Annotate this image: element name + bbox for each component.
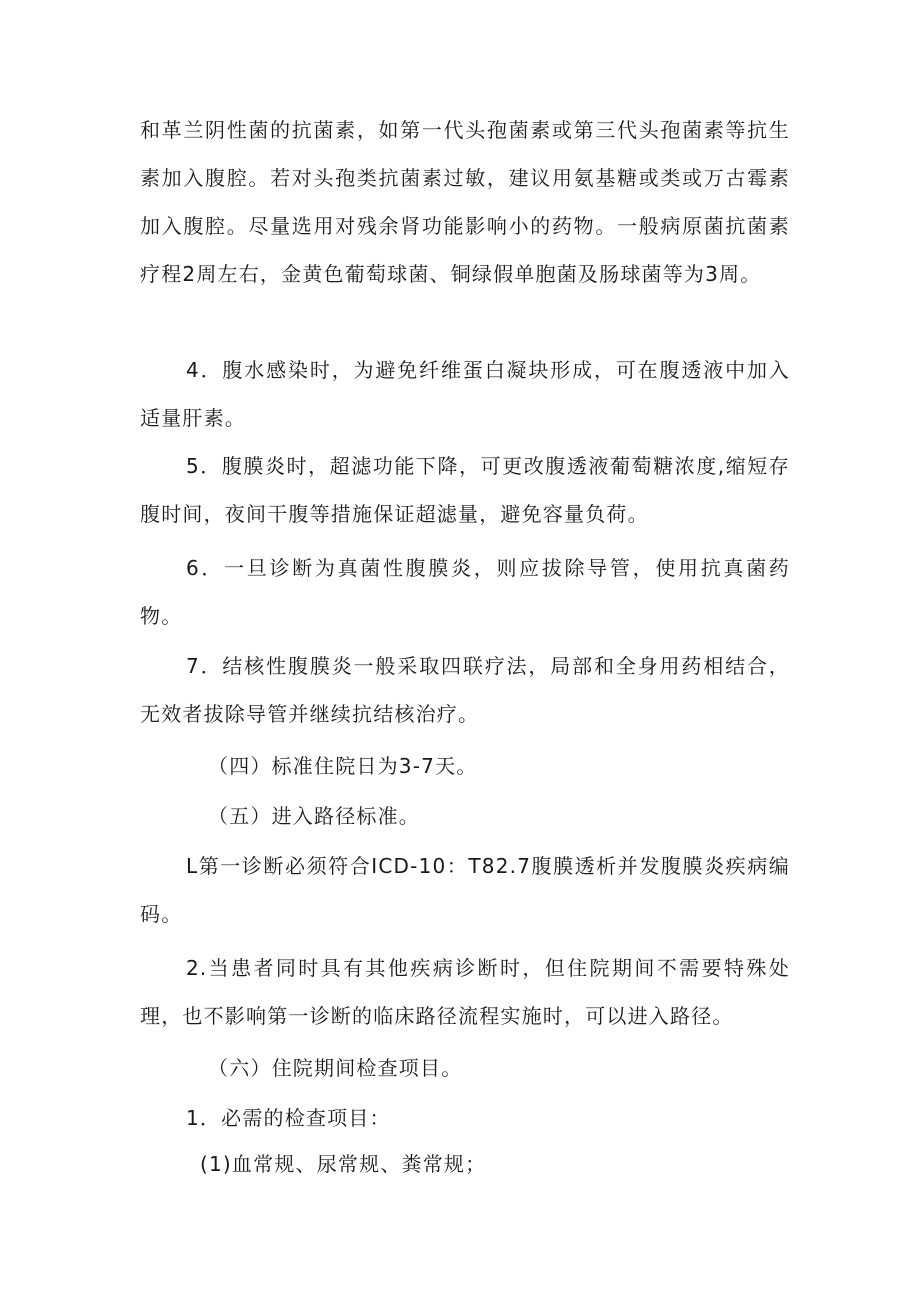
body-paragraph-item-7: 7．结核性腹膜炎一般采取四联疗法，局部和全身用药相结合，无效者拔除导管并继续抗结核治疗。	[140, 654, 790, 726]
body-paragraph-item-5: 5．腹膜炎时，超滤功能下降，可更改腹透液葡萄糖浓度,缩短存腹时间，夜间干腹等措施保证超滤量，避免容量负荷。	[140, 454, 790, 526]
body-paragraph-item-4: 4．腹水感染时，为避免纤维蛋白凝块形成，可在腹透液中加入适量肝素。	[140, 358, 790, 430]
body-paragraph-item-6: 6．一旦诊断为真菌性腹膜炎，则应拔除导管，使用抗真菌药物。	[140, 556, 790, 628]
body-paragraph-criteria-1: L第一诊断必须符合ICD-10：T82.7腹膜透析并发腹膜炎疾病编码。	[140, 854, 790, 926]
body-paragraph-antibiotics: 和革兰阴性菌的抗菌素，如第一代头孢菌素或第三代头孢菌素等抗生素加入腹腔。若对头孢类抗菌素过敏，建议用氨基糖或类或万古霉素加入腹腔。尽量选用对残余肾功能影响小的药物。一般病原菌抗菌素疗程2周左右，金黄色葡萄球菌、铜绿假单胞菌及肠球菌等为3周。	[140, 118, 790, 286]
section-heading-4: （四）标准住院日为3-7天。	[208, 754, 478, 778]
body-paragraph-required-tests: 1．必需的检查项目：	[186, 1106, 391, 1130]
body-paragraph-criteria-2: 2.当患者同时具有其他疾病诊断时，但住院期间不需要特殊处理，也不影响第一诊断的临床路径流程实施时，可以进入路径。	[140, 956, 790, 1028]
section-heading-6: （六）住院期间检查项目。	[208, 1056, 463, 1080]
list-item-blood-urine-stool: (1)血常规、尿常规、粪常规；	[200, 1152, 487, 1176]
section-heading-5: （五）进入路径标准。	[208, 804, 420, 828]
